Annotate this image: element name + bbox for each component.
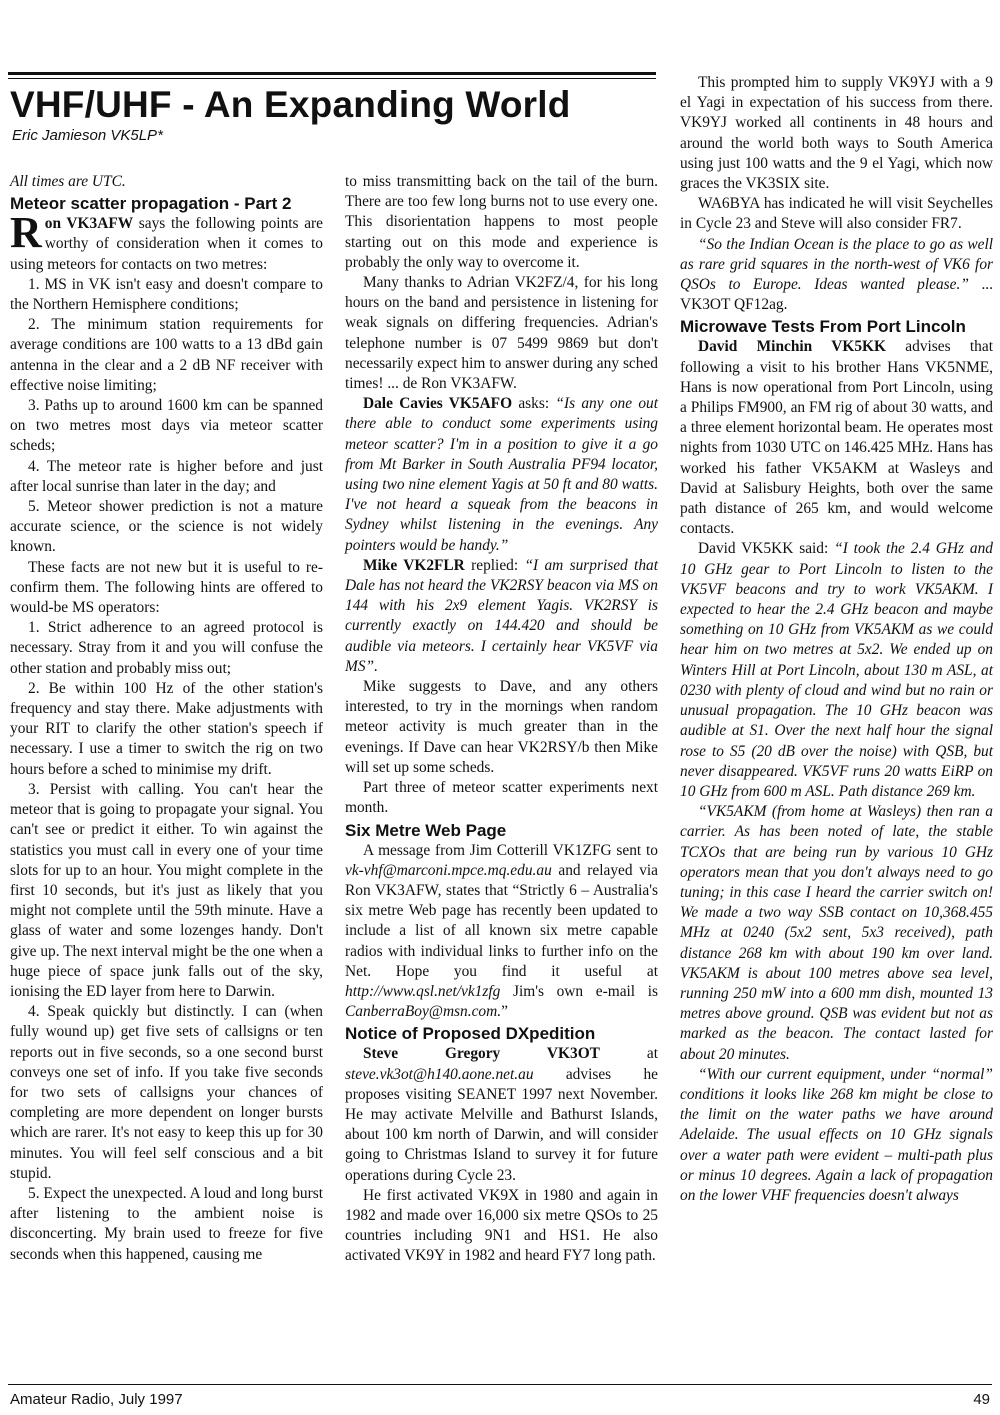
list-item: 4. Speak quickly but distinctly. I can (when fully wound up) get five sets of callsigns or ten reports out in five seconds, so a one second burst conveys one set of info. If you take five seconds for two sets of callsigns your chances of completing are more dependent on longer bursts which are rarer. It's not easy to keep this up for 30 minutes. You will feel self conscious and a bit stupid.	[10, 1003, 323, 1182]
list-item: 3. Persist with calling. You can't hear the meteor that is going to propagate your signal. You can't see or predict it either. To win against the statistics you must call in every one of your time slots for up to an hour. You might complete in the first 10 seconds, but it's just as likely that you might not complete until the 59th minute. Have a glass of water and some lozenges handy. Don't give up. The next interval might be the one when a huge piece of space junk falls out of the sky, ionising the ED layer from here to Darwin.	[10, 780, 323, 1000]
author-ron: on VK3AFW	[44, 215, 134, 233]
indian-paragraph	[680, 235, 993, 316]
text: ”	[501, 1003, 508, 1021]
text: advises that following a visit to his brother Hans VK5NME, Hans is now operational from Port Lincoln, using a Philips FM900, an FM rig of about 30 watts, and a three element horizontal beam. He operates most nights from 1030 UTC on 146.425 MHz. Hans has worked his father VK5AKM at Wasleys and David at Salisbury Heights, both over the same path distance of 265 km, and would welcome contacts.	[680, 338, 993, 538]
paragraph: Part three of meteor scatter experiments next month.	[345, 779, 658, 817]
text: advises he proposes visiting SEANET 1997 next November. He may activate Melville and Bathurst Islands, about 100 km north of Darwin, and will consider going to Christmas Island to survey it for future operations during Cycle 23.	[345, 1065, 658, 1184]
list-item: 5. Meteor shower prediction is not a mature accurate science, or the science is not widely known.	[10, 498, 323, 556]
quote: “I am surprised that Dale has not heard the VK2RSY beacon via MS on 144 with his 2x9 element Yagis. VK2RSY is currently exactly on 144.420 and should be audible via meteors. I certainly hear VK5VF via MS”.	[345, 556, 658, 675]
list-item: 2. The minimum station requirements for average conditions are 100 watts to a 13 dBd gain antenna in the clear and a 2 dB NF receiver with effective noise limiting;	[10, 316, 323, 394]
text: replied:	[464, 556, 525, 574]
dale-paragraph	[345, 394, 658, 556]
page-number: 49	[973, 1391, 990, 1408]
author-steve: Steve Gregory VK3OT	[363, 1045, 600, 1063]
paragraph: This prompted him to supply VK9YJ with a 9 el Yagi in expectation of his success from there. VK9YJ worked all continents in 48 hours and around the world both ways to South America using just 100 watts and the 9 el Yagi, which now graces the VK3SIX site.	[680, 74, 993, 193]
url-link[interactable]: http://www.qsl.net/vk1zfg	[345, 982, 501, 1000]
text: A message from Jim Cotterill VK1ZFG sent to	[363, 841, 658, 859]
list-item: 3. Paths up to around 1600 km can be spanned on two metres most days via meteor scatter scheds;	[10, 397, 323, 455]
footer-rule	[8, 1384, 992, 1385]
author-david: David Minchin VK5KK	[698, 338, 886, 356]
quote: “I took the 2.4 GHz and 10 GHz gear to Port Lincoln to listen to the VK5VF beacons and try to work VK5AKM. I expected to hear the 2.4 GHz beacon and maybe something on 10 GHz from VK5AKM as we could hear him on two metres at 5x2. We ended up on Winters Hill at Port Lincoln, about 130 m ASL, at 0230 with plenty of cloud and wind but no rain or unusual propagation. The 10 GHz beacon was audible at S1. Over the next half hour the signal rose to S5 (20 dB over the noise) with QSB, but never disappeared. VK5VF runs 20 watts EiRP on 10 GHz from 600 m ASL. Path distance 269 km.	[680, 540, 993, 800]
intro-paragraph	[10, 208, 323, 275]
times-note: All times are UTC.	[10, 173, 126, 190]
mike-paragraph	[345, 556, 658, 677]
quote: “So the Indian Ocean is the place to go as well as rare grid squares in the north-west of VK6 for QSOs to Europe. Ideas wanted please.”	[680, 235, 993, 294]
text: asks:	[512, 395, 556, 413]
byline: Eric Jamieson VK5LP*	[12, 127, 163, 144]
author-mike: Mike VK2FLR	[363, 556, 465, 574]
quote: “Is any one out there able to conduct some experiments using meteor scatter? I'm in a position to give it a go from Mt Barker in South Australia PF94 locator, using two nine element Yagis at 50 ft and 80 watts. I've not heard a squeak from the beacons in Sydney whilst listening in the evenings. Any pointers would be handy.”	[345, 395, 658, 554]
heading-dxpedition: Notice of Proposed DXpedition	[345, 1024, 596, 1044]
list-item: 4. The meteor rate is higher before and just after local sunrise than later in the day; and	[10, 457, 323, 495]
drop-cap: R	[10, 208, 42, 258]
footer-publication: Amateur Radio, July 1997	[10, 1391, 183, 1408]
heading-microwave-tests: Microwave Tests From Port Lincoln	[680, 317, 966, 337]
text: ... VK3OT QF12ag.	[680, 276, 993, 314]
list-item: 1. MS in VK isn't easy and doesn't compare to the Northern Hemisphere conditions;	[10, 275, 323, 314]
text: Jim's own e-mail is	[500, 982, 658, 1000]
header-rule-thin	[8, 78, 656, 79]
paragraph: Many thanks to Adrian VK2FZ/4, for his long hours on the band and persistence in listening for weak signals on differing frequencies. Adrian's telephone number is 07 5499 9869 but don't necessarily expect him to answer during any sched times! ... de Ron VK3AFW.	[345, 274, 658, 393]
header-rule	[8, 72, 656, 75]
intro-text: says the following points are worthy of consideration when it comes to using meteors for contacts on two metres:	[10, 215, 323, 273]
text: David VK5KK said:	[698, 540, 835, 558]
text: at	[599, 1045, 658, 1063]
author-dale: Dale Cavies VK5AFO	[363, 395, 513, 413]
article-title: VHF/UHF - An Expanding World	[10, 84, 571, 125]
quote-paragraph: “With our current equipment, under “normal” conditions it looks like 268 km might be close to the limit on the water paths we have around Adelaide. The usual effects on 10 GHz signals over a water path were evident – multi-path plus or minus 10 degrees. Again a lack of propagation on the lower VHF frequencies doesn't always	[680, 1065, 993, 1204]
column-3	[680, 73, 993, 1206]
said-paragraph	[680, 539, 993, 802]
list-item: 5. Expect the unexpected. A loud and long burst after listening to the ambient noise is disconcerting. My brain used to freeze for five seconds when this happened, causing me	[10, 1184, 323, 1263]
paragraph: WA6BYA has indicated he will visit Seychelles in Cycle 23 and Steve will also consider FR7.	[680, 195, 993, 233]
paragraph: Mike suggests to Dave, and any others interested, to try in the mornings when random meteor activity is much greater than in the evenings. If Dave can hear VK2RSY/b then Mike will set up some scheds.	[345, 678, 658, 776]
email-link[interactable]: CanberraBoy@msn.com.	[345, 1003, 502, 1021]
column-2	[345, 172, 658, 1267]
email-link[interactable]: vk-vhf@marconi.mpce.mq.edu.au	[345, 861, 552, 879]
paragraph: These facts are not new but it is useful to re-confirm them. The following hints are offered to would-be MS operators:	[10, 558, 323, 617]
paragraph: to miss transmitting back on the tail of the burn. There are too few long burns not to use every one. This disorientation happens to most people starting out on this mode and experience is probably the only way to overcome it.	[345, 173, 658, 271]
quote-paragraph: “VK5AKM (from home at Wasleys) then ran a carrier. As has been noted of late, the stable TCXOs that are being run by various 10 GHz operators mean that you don't always need to go tuning; in this case I heard the carrier switch on! We made a two way SSB contact on 10,368.455 MHz at 0240 (5x2 sent, 5x3 received), path distance 268 km with about 190 km over land. VK5AKM is about 100 metres above sea level, running 250 mW into a 600 mm dish, mounted 13 metres above ground. QSB was evident but not as marked as the beacon. The contact lasted for about 20 minutes.	[680, 803, 993, 1063]
text: and relayed via Ron VK3AFW, states that “Strictly 6 – Australia's six metre Web page has recently been updated to include a list of all known six metre capable radios with individual links to further info on the Net. Hope you find it useful at	[345, 861, 658, 980]
list-item: 1. Strict adherence to an agreed protocol is necessary. Stray from it and you will confuse the other station and probably miss out;	[10, 619, 323, 677]
david-paragraph	[680, 337, 993, 539]
column-1	[10, 172, 323, 1265]
dx-paragraph	[345, 1044, 658, 1185]
list-item: 2. Be within 100 Hz of the other station's frequency and stay there. Make adjustments with your RIT to clarify the other station's speech if necessary. I use a timer to switch the rig on two hours before a sched to minimise my drift.	[10, 679, 323, 778]
heading-meteor-scatter: Meteor scatter propagation - Part 2	[10, 194, 292, 214]
web-paragraph	[345, 841, 658, 1023]
email-link[interactable]: steve.vk3ot@h140.aone.net.au	[345, 1065, 534, 1083]
paragraph: He first activated VK9X in 1980 and again in 1982 and made over 16,000 six metre QSOs to 25 countries including 9N1 and HS1. He also activated VK9Y in 1982 and heard FY7 long path.	[345, 1186, 658, 1265]
heading-six-metre-web: Six Metre Web Page	[345, 820, 507, 840]
